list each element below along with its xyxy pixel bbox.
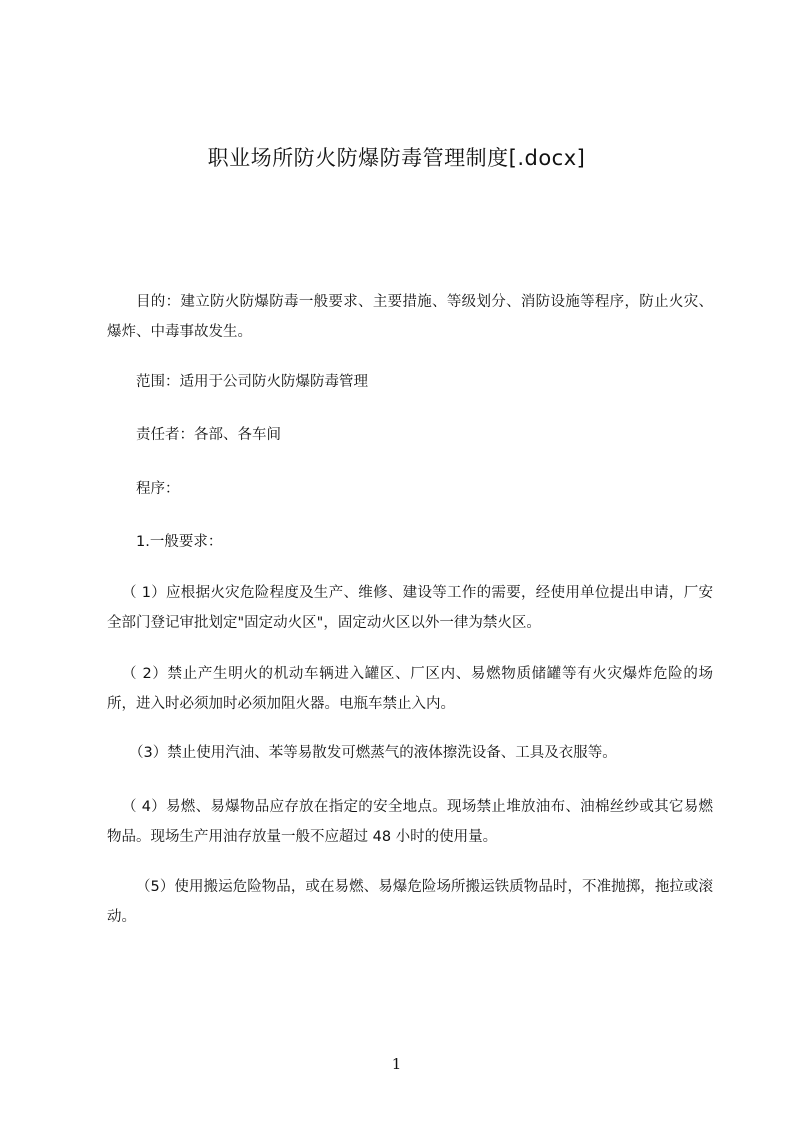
paragraph-item-3: （3）禁止使用汽油、苯等易散发可燃蒸气的液体擦洗设备、工具及衣服等。 (129, 745, 617, 761)
page-number: 1 (391, 1055, 402, 1073)
paragraph-procedure: 程序： (136, 481, 180, 497)
paragraph-item-5: （5）使用搬运危险物品，或在易燃、易爆危险场所搬运铁质物品时，不准抛掷，拖拉或滚动。 (107, 879, 713, 925)
paragraph-item-4: （ 4）易燃、易爆物品应存放在指定的安全地点。现场禁止堆放油布、油棉丝纱或其它易燃物品。现场生产用油存放量一般不应超过 48 小时的使用量。 (107, 799, 713, 845)
paragraph-responsible: 责任者：各部、各车间 (136, 427, 281, 443)
paragraph-item-1: （ 1）应根据火灾危险程度及生产、维修、建设等工作的需要，经使用单位提出申请，厂安全部门登记审批划定"固定动火区"，固定动火区以外一律为禁火区。 (107, 585, 713, 631)
document-title: 职业场所防火防爆防毒管理制度[.docx] (207, 146, 586, 170)
paragraph-general-requirements: 1.一般要求： (136, 534, 223, 550)
paragraph-scope: 范围：适用于公司防火防爆防毒管理 (136, 374, 368, 390)
paragraph-item-2: （ 2）禁止产生明火的机动车辆进入罐区、厂区内、易燃物质储罐等有火灾爆炸危险的场所，进入时必须加时必须加阻火器。电瓶车禁止入内。 (107, 666, 713, 712)
paragraph-purpose: 目的：建立防火防爆防毒一般要求、主要措施、等级划分、消防设施等程序，防止火灾、爆炸、中毒事故发生。 (107, 294, 713, 340)
